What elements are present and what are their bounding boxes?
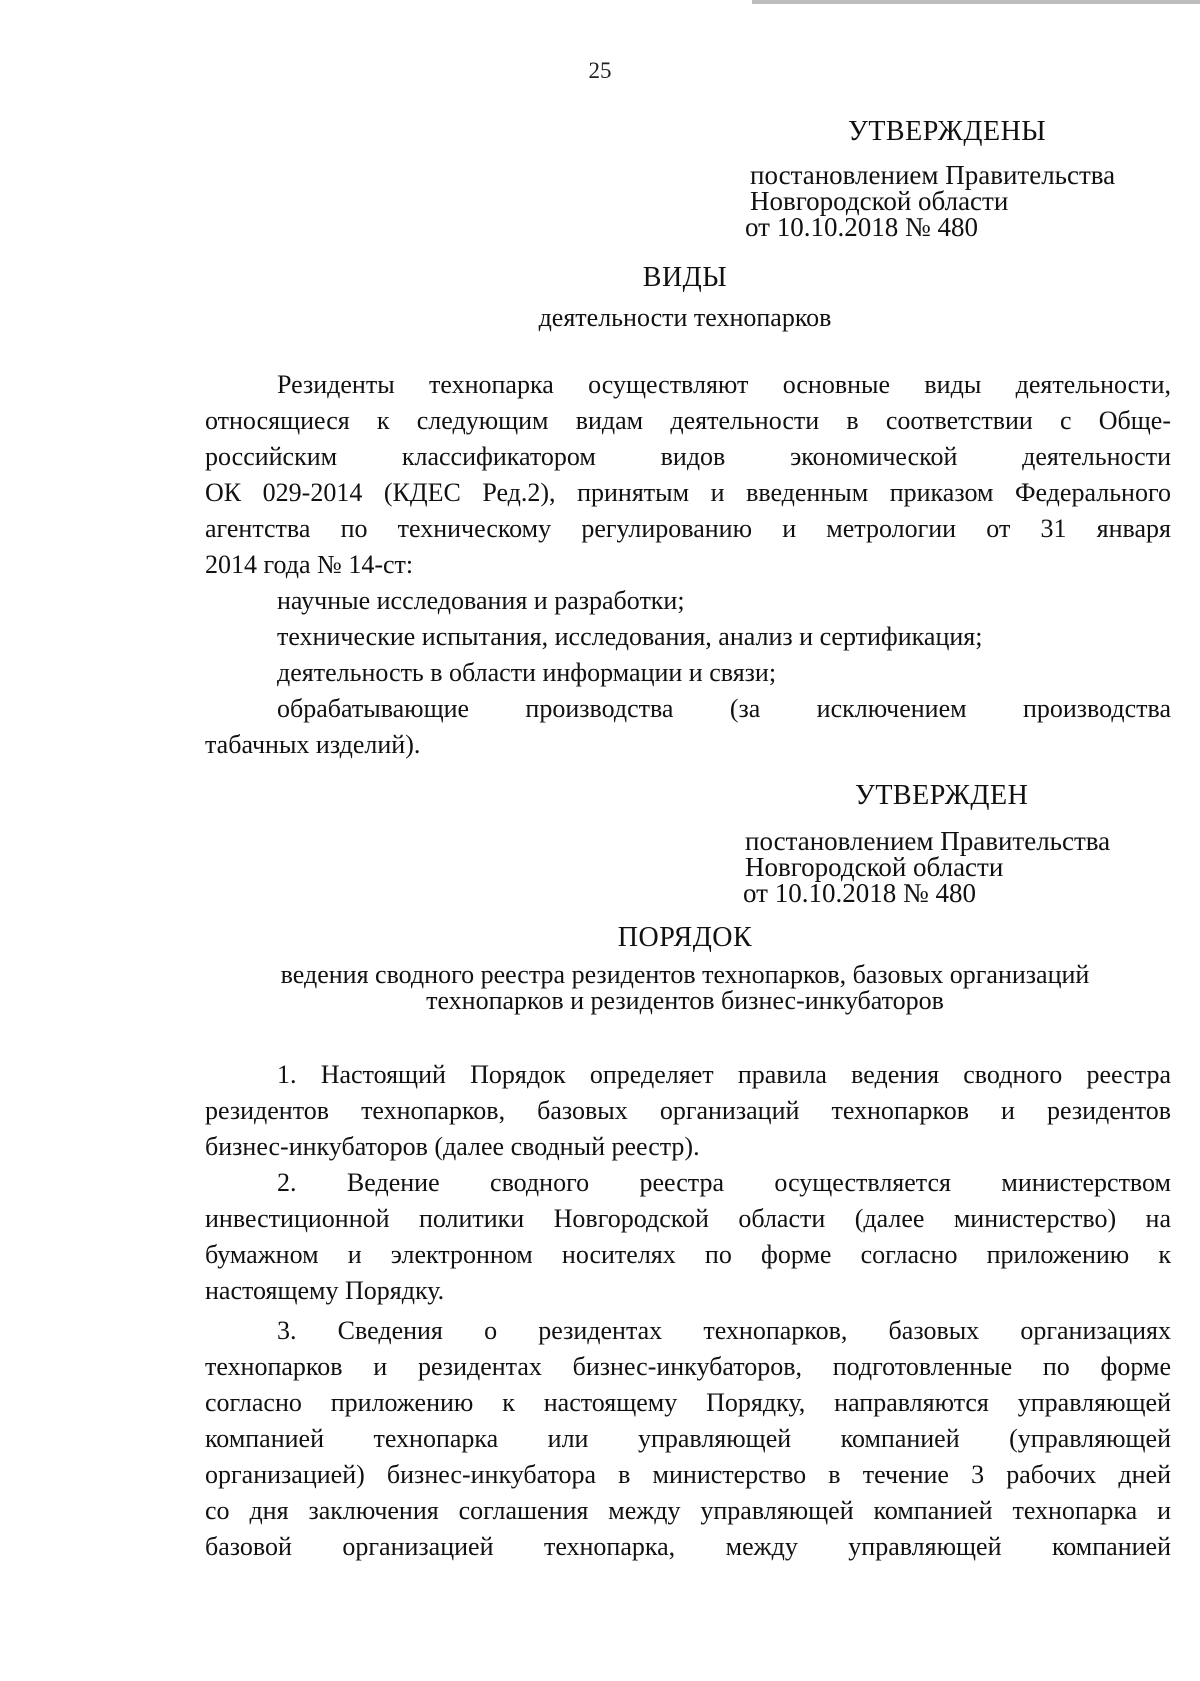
approval-1-line: Новгородской области: [750, 186, 1009, 216]
section-1-paragraph-line: агентства по техническому регулированию и метрологии от 31 января: [205, 514, 1171, 543]
section-1-heading: ВИДЫ: [642, 262, 728, 293]
item-3-line: со дня заключения соглашения между управляющей компанией технопарка и: [205, 1496, 1171, 1525]
item-3-line: компанией технопарка или управляющей компанией (управляющей: [205, 1424, 1171, 1453]
section-1-paragraph-line: относящиеся к следующим видам деятельности в соответствии с Обще-: [205, 406, 1171, 435]
approval-1-date: от 10.10.2018 № 480: [745, 212, 978, 242]
item-1-line: резидентов технопарков, базовых организаций технопарков и резидентов: [205, 1096, 1171, 1125]
item-2-line: бумажном и электронном носителях по форме согласно приложению к: [205, 1240, 1171, 1269]
section-1-list-item: обрабатывающие производства (за исключением производства: [277, 694, 1171, 723]
approval-2-title: УТВЕРЖДЕН: [855, 780, 1029, 811]
item-1-line: 1. Настоящий Порядок определяет правила ведения сводного реестра: [277, 1060, 1171, 1089]
section-1-list-item: деятельность в области информации и связи;: [277, 658, 777, 687]
section-1-paragraph-line: 2014 года № 14-ст:: [205, 550, 414, 579]
section-1-list-item: технические испытания, исследования, анализ и сертификация;: [277, 622, 983, 651]
section-1-paragraph-line: ОК 029-2014 (КДЕС Ред.2), принятым и введенным приказом Федерального: [205, 478, 1171, 507]
section-1-list-item: табачных изделий).: [205, 730, 421, 759]
item-2-line: настоящему Порядку.: [205, 1276, 445, 1305]
item-3-line: базовой организацией технопарка, между управляющей компанией: [205, 1532, 1171, 1561]
item-2-line: 2. Ведение сводного реестра осуществляется министерством: [277, 1168, 1171, 1197]
section-2-subheading: технопарков и резидентов бизнес-инкубаторов: [426, 986, 944, 1015]
approval-1-line: постановлением Правительства: [750, 160, 1116, 190]
approval-2-line: Новгородской области: [745, 852, 1004, 882]
approval-1-title: УТВЕРЖДЕНЫ: [848, 116, 1047, 147]
item-2-line: инвестиционной политики Новгородской области (далее министерство) на: [205, 1204, 1171, 1233]
section-2-subheading: ведения сводного реестра резидентов технопарков, базовых организаций: [280, 960, 1090, 989]
section-2-heading: ПОРЯДОК: [617, 922, 753, 953]
item-1-line: бизнес-инкубаторов (далее сводный реестр).: [205, 1132, 700, 1161]
item-3-line: 3. Сведения о резидентах технопарков, базовых организациях: [277, 1316, 1171, 1345]
section-1-paragraph-line: российским классификатором видов экономической деятельности: [205, 442, 1171, 471]
section-1-list-item: научные исследования и разработки;: [277, 586, 685, 615]
item-3-line: согласно приложению к настоящему Порядку, направляются управляющей: [205, 1388, 1171, 1417]
section-1-subheading: деятельности технопарков: [538, 303, 832, 332]
page-number: 25: [588, 58, 612, 83]
scan-edge-line: [752, 0, 1200, 4]
approval-2-line: постановлением Правительства: [745, 826, 1111, 856]
approval-2-date: от 10.10.2018 № 480: [743, 878, 976, 908]
item-3-line: организацией) бизнес-инкубатора в министерство в течение 3 рабочих дней: [205, 1460, 1171, 1489]
item-3-line: технопарков и резидентах бизнес-инкубаторов, подготовленные по форме: [205, 1352, 1171, 1381]
section-1-paragraph-line: Резиденты технопарка осуществляют основные виды деятельности,: [277, 370, 1171, 399]
